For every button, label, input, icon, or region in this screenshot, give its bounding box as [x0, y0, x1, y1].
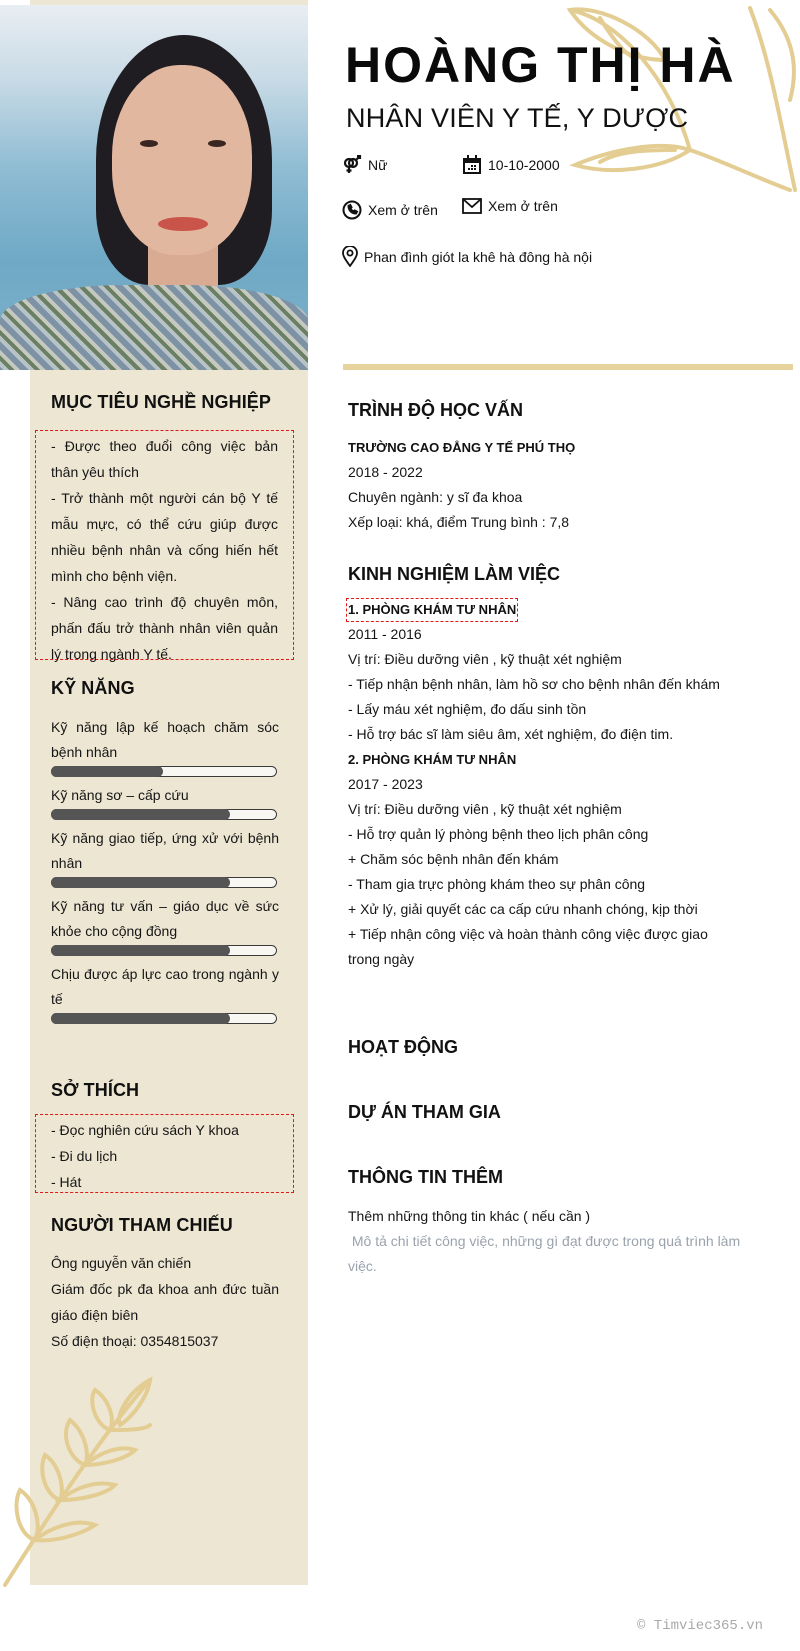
education-section: [348, 400, 758, 535]
phone-info[interactable]: [342, 200, 438, 220]
additional-info-section: [348, 1167, 758, 1279]
photo-eye: [208, 140, 226, 147]
birthday-value: 10-10-2000: [488, 157, 560, 173]
references-title: NGƯỜI THAM CHIẾU: [51, 1215, 233, 1235]
skill-bar-fill: [51, 945, 230, 956]
job-line: + Tiếp nhận công việc và hoàn thành công việc được giao trong ngày: [348, 926, 708, 967]
profile-photo: [0, 5, 308, 370]
watermark: © Timviec365.vn: [637, 1618, 764, 1634]
skill-bar: [51, 1013, 277, 1024]
skill-item: [51, 962, 279, 1024]
job-line: + Xử lý, giải quyết các ca cấp cứu nhanh chóng, kịp thời: [348, 901, 698, 917]
objective-box[interactable]: [35, 430, 294, 660]
job-line: - Hỗ trợ bác sĩ làm siêu âm, xét nghiệm, đo điện tim.: [348, 726, 674, 742]
skills-section: [51, 678, 279, 1028]
address-value: Phan đình giót la khê hà đông hà nội: [364, 248, 593, 265]
skill-bar-fill: [51, 877, 230, 888]
skill-bar: [51, 766, 277, 777]
reference-line: Số điện thoại: 0354815037: [51, 1333, 219, 1349]
job-line: + Chăm sóc bệnh nhân đến khám: [348, 851, 559, 867]
header-divider: [343, 364, 793, 370]
skill-bar: [51, 945, 277, 956]
email-value: Xem ở trên: [488, 198, 558, 214]
projects-title: DỰ ÁN THAM GIA: [348, 1102, 501, 1122]
job-company[interactable]: 1. PHÒNG KHÁM TƯ NHÂN: [346, 598, 518, 622]
photo-shirt: [0, 285, 308, 370]
skill-item: [51, 715, 279, 777]
hobby-item: - Hát: [51, 1174, 82, 1190]
job-line: Vị trí: Điều dưỡng viên , kỹ thuật xét nghiệm: [348, 801, 622, 817]
school-name: TRƯỜNG CAO ĐẲNG Y TẾ PHÚ THỌ: [348, 440, 576, 455]
experience-title: KINH NGHIỆM LÀM VIỆC: [348, 564, 561, 584]
hobbies-title: SỞ THÍCH: [51, 1080, 140, 1100]
hobbies-section: [51, 1080, 279, 1101]
leaf-decoration-icon: [0, 1370, 160, 1590]
reference-line: Ông nguyễn văn chiến: [51, 1255, 192, 1271]
education-major: Chuyên ngành: y sĩ đa khoa: [348, 489, 523, 505]
education-period: 2018 - 2022: [348, 464, 423, 480]
job-line: - Lấy máu xét nghiệm, đo dấu sinh tồn: [348, 701, 587, 717]
skills-title: KỸ NĂNG: [51, 678, 135, 698]
job-line: - Tham gia trực phòng khám theo sự phân công: [348, 876, 646, 892]
skill-bar-fill: [51, 1013, 230, 1024]
gender-icon: [342, 155, 362, 175]
photo-eye: [140, 140, 158, 147]
leaf-decoration-icon: [540, 0, 800, 200]
job-period: 2017 - 2023: [348, 776, 423, 792]
additional-info-text: Thêm những thông tin khác ( nếu cần ): [348, 1208, 591, 1224]
skill-item: [51, 894, 279, 956]
gender-info: [342, 155, 387, 175]
email-info[interactable]: [462, 198, 558, 214]
job-line: - Tiếp nhận bệnh nhân, làm hồ sơ cho bệnh nhân đến khám: [348, 676, 720, 692]
job-line: Vị trí: Điều dưỡng viên , kỹ thuật xét nghiệm: [348, 651, 622, 667]
phone-icon: [342, 200, 362, 220]
skill-name: Kỹ năng tư vấn – giáo dục về sức khỏe cho cộng đồng: [51, 898, 279, 939]
gender-value: Nữ: [368, 157, 388, 173]
photo-lips: [158, 217, 208, 231]
activities-title: HOẠT ĐỘNG: [348, 1037, 458, 1057]
objective-line: - Được theo đuổi công việc bản thân yêu thích: [51, 438, 278, 480]
hobby-item: - Đi du lịch: [51, 1148, 118, 1164]
location-pin-icon: [342, 246, 358, 267]
objective-line: - Nâng cao trình độ chuyên môn, phấn đấu trở thành nhân viên quản lý trong ngành Y tế.: [51, 594, 278, 662]
mail-icon: [462, 198, 482, 214]
skill-name: Chịu được áp lực cao trong ngành y tế: [51, 966, 279, 1007]
skill-bar: [51, 809, 277, 820]
objective-title: MỤC TIÊU NGHỀ NGHIỆP: [51, 392, 272, 412]
skill-bar-fill: [51, 766, 163, 777]
references-section: [51, 1215, 279, 1354]
candidate-name: HOÀNG THỊ HÀ: [345, 37, 736, 93]
job-title: NHÂN VIÊN Y TẾ, Y DƯỢC: [346, 103, 689, 133]
additional-info-title: THÔNG TIN THÊM: [348, 1167, 503, 1187]
additional-info-placeholder[interactable]: Mô tả chi tiết công việc, những gì đạt được trong quá trình làm việc.: [348, 1233, 745, 1274]
hobbies-box[interactable]: [35, 1114, 294, 1193]
job-period: 2011 - 2016: [348, 626, 422, 642]
skill-bar-fill: [51, 809, 230, 820]
address-info: [342, 246, 592, 267]
job-entry: [348, 598, 758, 747]
experience-section: [348, 564, 758, 972]
skill-name: Kỹ năng lập kế hoạch chăm sóc bệnh nhân: [51, 719, 279, 760]
job-company: 2. PHÒNG KHÁM TƯ NHÂN: [348, 752, 517, 767]
skill-name: Kỹ năng sơ – cấp cứu: [51, 787, 189, 803]
skill-name: Kỹ năng giao tiếp, ứng xử với bệnh nhân: [51, 830, 279, 871]
calendar-icon: [462, 155, 482, 175]
skill-bar: [51, 877, 277, 888]
education-title: TRÌNH ĐỘ HỌC VẤN: [348, 400, 523, 420]
skill-item: [51, 826, 279, 888]
objective-line: - Trở thành một người cán bộ Y tế mẫu mực, có thể cứu giúp được nhiều bệnh nhân và cống hiến hết mình cho bệnh viện.: [51, 490, 278, 584]
projects-section: [348, 1102, 758, 1123]
phone-value: Xem ở trên: [368, 202, 438, 218]
activities-section: [348, 1037, 758, 1058]
job-line: - Hỗ trợ quản lý phòng bệnh theo lịch phân công: [348, 826, 649, 842]
education-grade: Xếp loại: khá, điểm Trung bình : 7,8: [348, 514, 570, 530]
objective-section: [51, 392, 279, 413]
hobby-item: - Đọc nghiên cứu sách Y khoa: [51, 1122, 239, 1138]
job-entry: [348, 747, 758, 972]
reference-line: Giám đốc pk đa khoa anh đức tuần giáo điện biên: [51, 1281, 279, 1323]
skill-item: [51, 783, 279, 820]
birthday-info: [462, 155, 560, 175]
